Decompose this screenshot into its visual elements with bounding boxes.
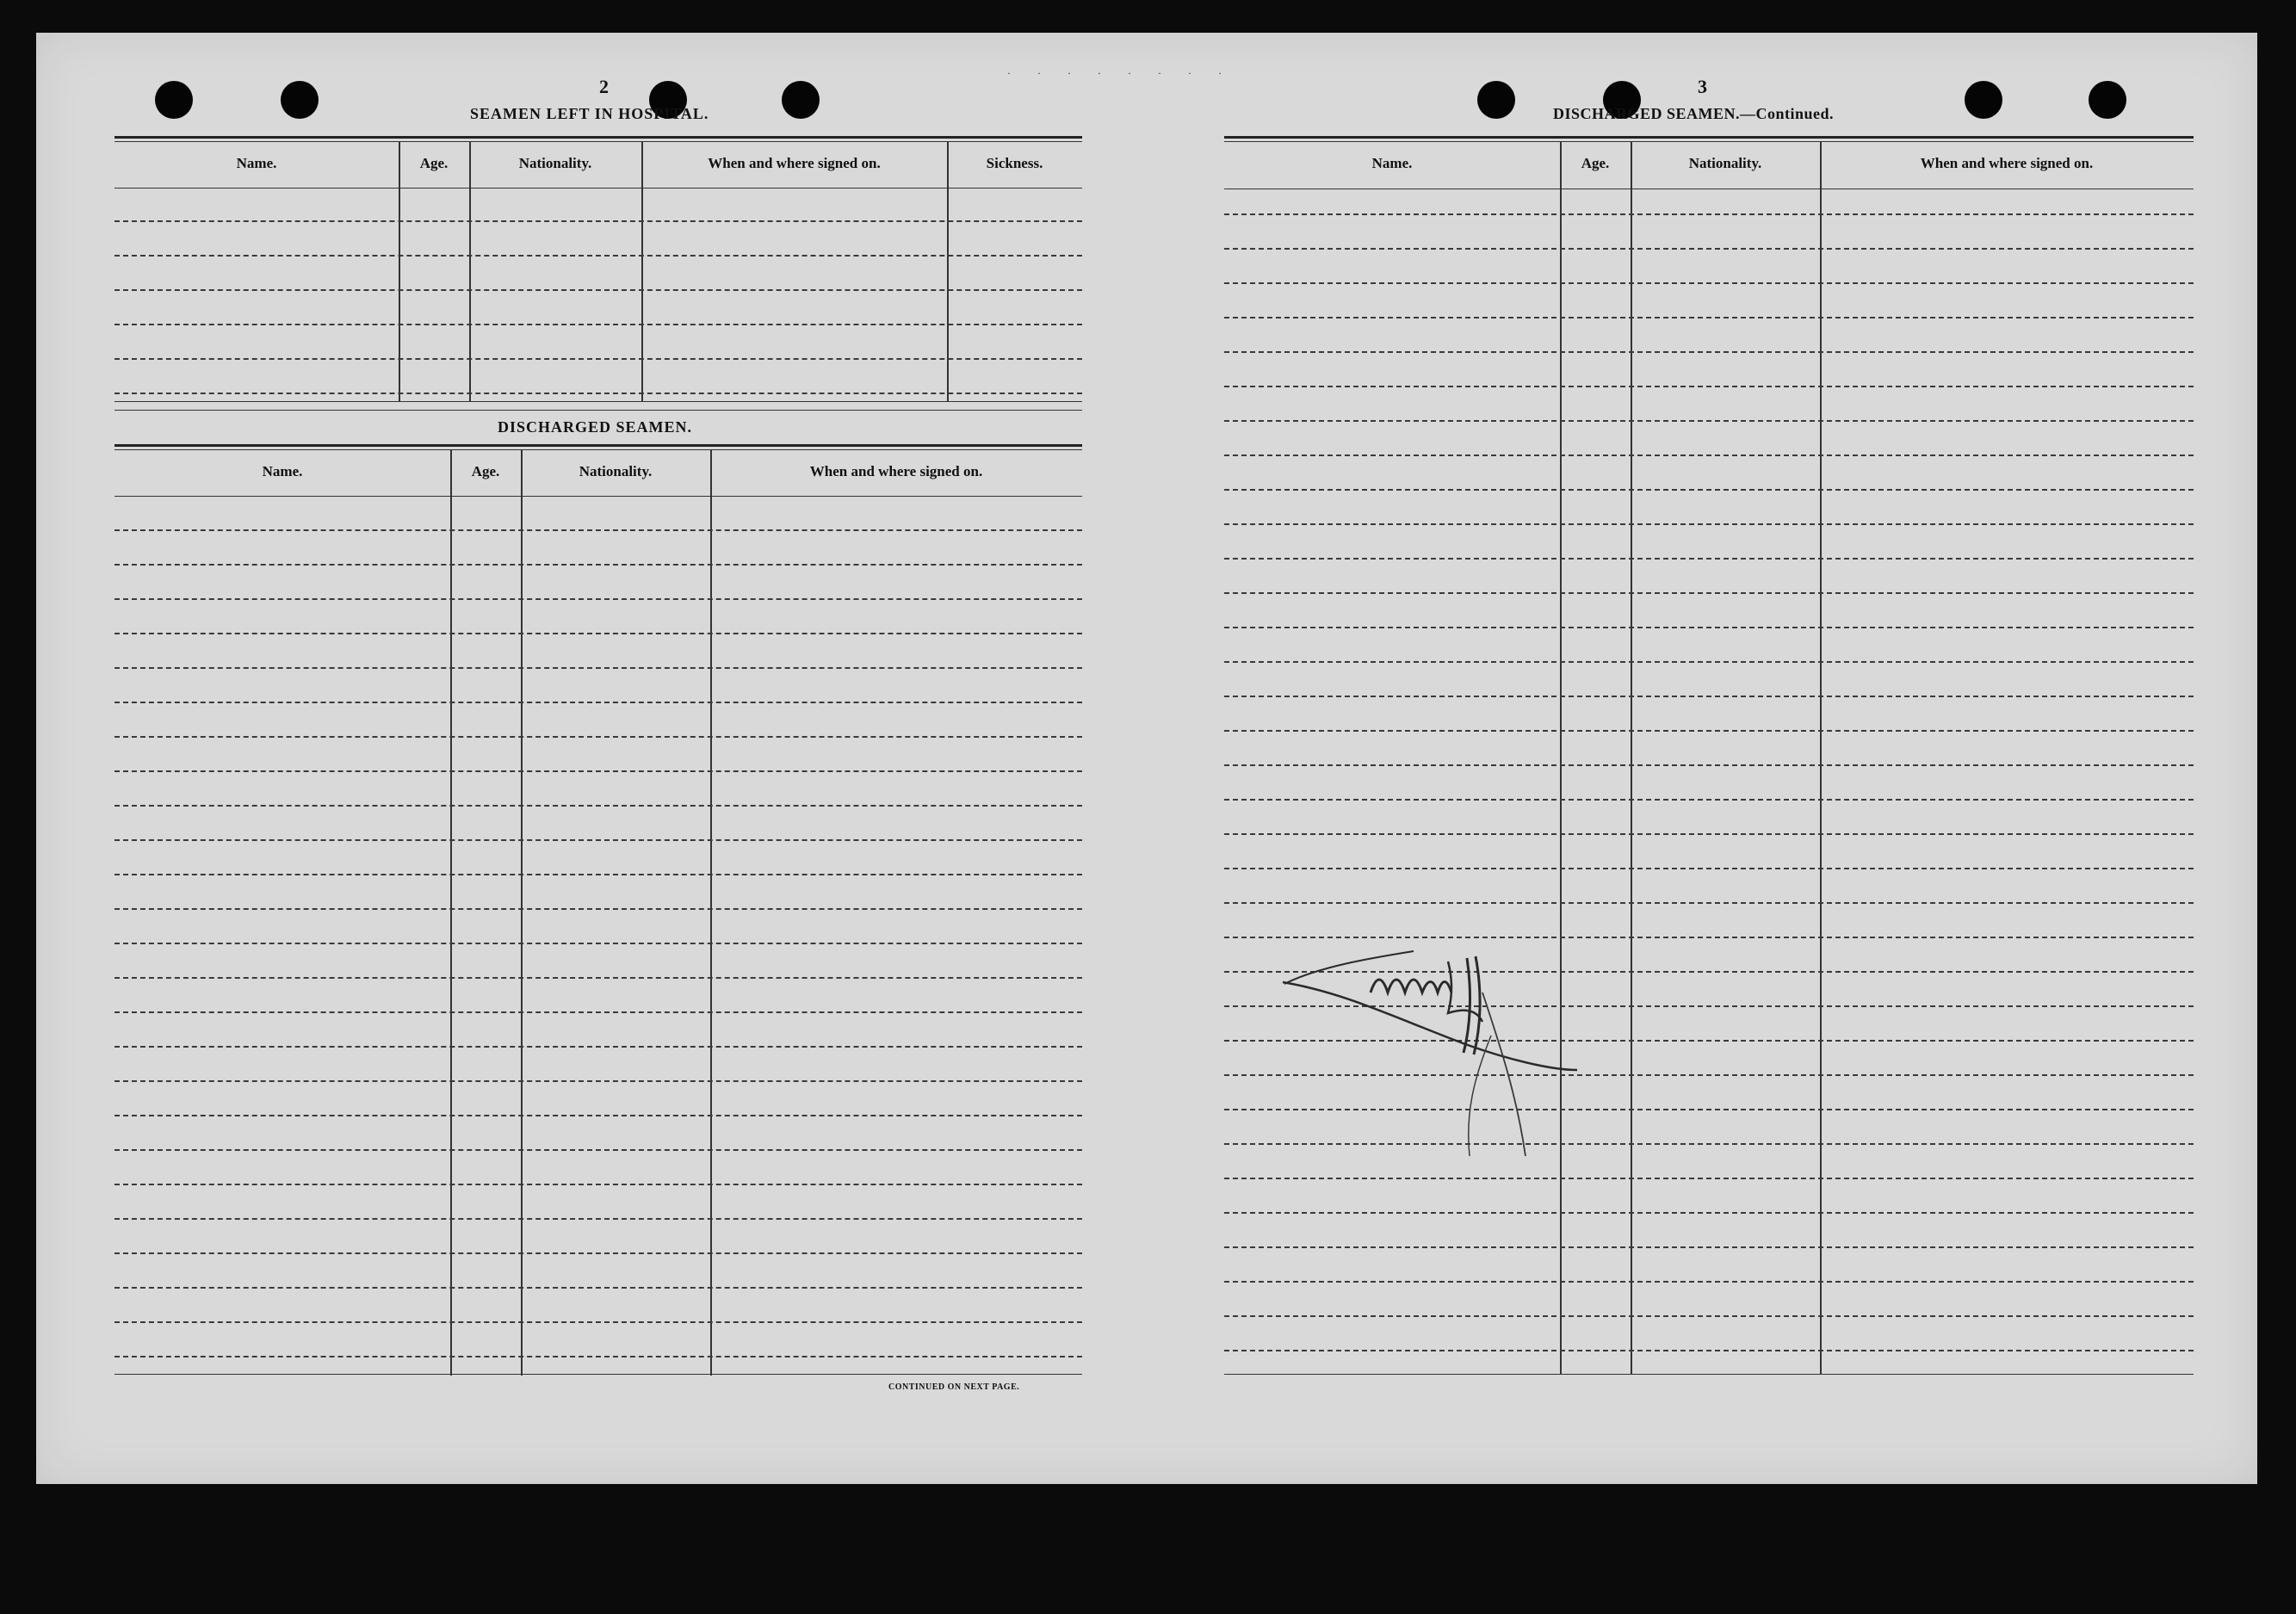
hospital-section-title: SEAMEN LEFT IN HOSPITAL. bbox=[470, 105, 709, 122]
hospital-col-sickness: Sickness. bbox=[986, 155, 1043, 171]
scan-specks: · · · · · · · · bbox=[1007, 67, 1234, 79]
right-col-age: Age. bbox=[1581, 155, 1610, 171]
discharged-table-left bbox=[114, 444, 1082, 1412]
left-page-number: 2 bbox=[599, 76, 609, 97]
hospital-col-age: Age. bbox=[419, 155, 449, 171]
right-page-number: 3 bbox=[1698, 76, 1707, 97]
punch-hole bbox=[1477, 81, 1515, 119]
discharged-col-age: Age. bbox=[471, 463, 500, 479]
right-col-nationality: Nationality. bbox=[1688, 155, 1762, 171]
discharged-section-title: DISCHARGED SEAMEN. bbox=[498, 418, 693, 436]
punch-hole bbox=[1965, 81, 2002, 119]
continued-note: CONTINUED ON NEXT PAGE. bbox=[888, 1382, 1020, 1392]
discharged-table-right bbox=[1224, 136, 2194, 1412]
punch-hole bbox=[155, 81, 193, 119]
discharged-col-signed-on: When and where signed on. bbox=[809, 463, 983, 479]
right-col-signed-on: When and where signed on. bbox=[1920, 155, 2094, 171]
right-col-name: Name. bbox=[1371, 155, 1413, 171]
punch-hole bbox=[281, 81, 319, 119]
discharged-col-name: Name. bbox=[262, 463, 303, 479]
handwritten-signature bbox=[1267, 941, 1629, 1165]
right-page-title: DISCHARGED SEAMEN.—Continued. bbox=[1553, 105, 1835, 122]
hospital-col-signed-on: When and where signed on. bbox=[708, 155, 881, 171]
hospital-table bbox=[114, 136, 1082, 448]
punch-hole bbox=[2089, 81, 2126, 119]
discharged-col-nationality: Nationality. bbox=[579, 463, 653, 479]
hospital-col-name: Name. bbox=[236, 155, 277, 171]
hospital-col-nationality: Nationality. bbox=[518, 155, 592, 171]
punch-hole bbox=[782, 81, 820, 119]
document-sheet bbox=[36, 33, 2257, 1484]
